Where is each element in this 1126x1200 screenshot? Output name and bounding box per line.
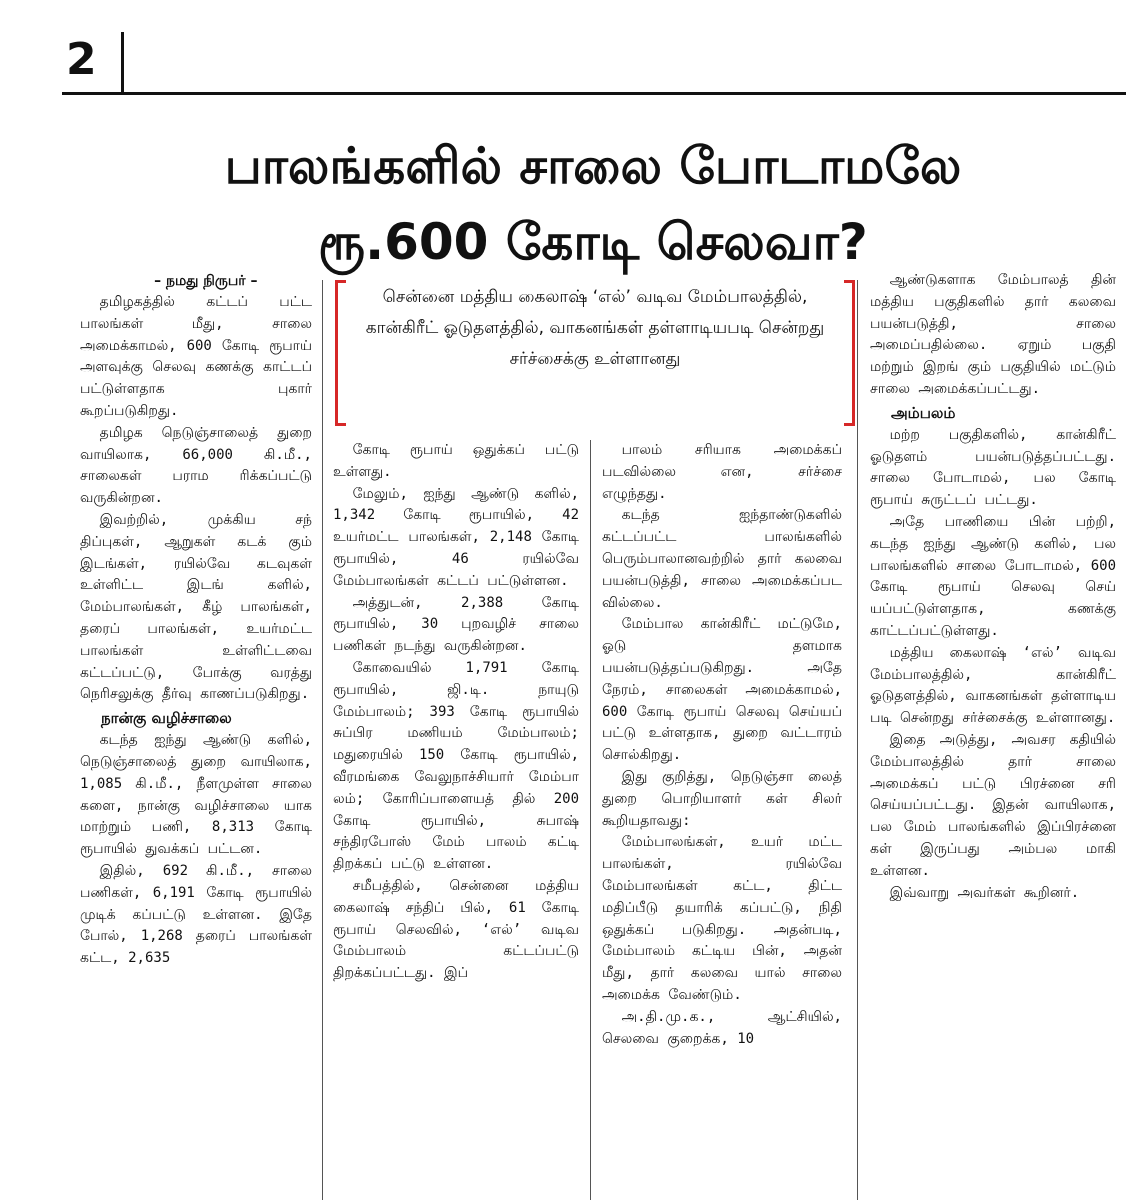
headline bbox=[60, 128, 1126, 280]
article-column-2 bbox=[333, 440, 579, 985]
paragraph: மேலும், ஐந்து ஆண்டு களில், 1,342 கோடி ரூபாயில், 42 உயர்மட்ட பாலங்கள், 2,148 கோடி ரூபாயில், 46 ரயில்வே மேம்பாலங்கள் கட்டப் பட்டுள்ளன. bbox=[333, 485, 579, 589]
column-divider bbox=[590, 440, 591, 1200]
paragraph: அத்துடன், 2,388 கோடி ரூபாயில், 30 புறவழிச் சாலை பணிகள் நடந்து வருகின்றன. bbox=[333, 594, 579, 655]
paragraph: அதே பாணியை பின் பற்றி, கடந்த ஐந்து ஆண்டு களில், பல பாலங்களில் சாலை போடாமல், 600 கோடி ரூபாய் செலவு செய் யப்பட்டுள்ளதாக, கணக்கு காட்டப்பட்டுள்ளது. bbox=[870, 513, 1116, 639]
pull-quote-right-bracket bbox=[844, 280, 855, 426]
paragraph: கடந்த ஐந்தாண்டுகளில் கட்டப்பட்ட பாலங்களில் பெரும்பாலானவற்றில் தார் கலவை பயன்படுத்தி, சாலை அமைக்கப்பட வில்லை. bbox=[602, 507, 842, 611]
headline-line-2: ரூ.600 கோடி செலவா? bbox=[318, 213, 868, 271]
header-rule bbox=[62, 92, 1126, 95]
paragraph: கோவையில் 1,791 கோடி ரூபாயில், ஜி.டி. நாயுடு மேம்பாலம்; 393 கோடி ரூபாயில் சுப்பிர மணியம் மேம்பாலம்; மதுரையில் 150 கோடி ரூபாயில், வீரமங்கை வேலுநாச்சியார் மேம்பா லம்; கோரிப்பாளையத் தில் 200 கோடி ரூபாயில், சுபாஷ் சந்திரபோஸ் மேம் பாலம் கட்டி திறக்கப் பட்டு உள்ளன. bbox=[333, 659, 579, 873]
paragraph: மேம்பாலங்கள், உயர் மட்ட பாலங்கள், ரயில்வே மேம்பாலங்கள் கட்ட, திட்ட மதிப்பீடு தயாரிக் கப்பட்டு, நிதி ஒதுக்கப் படுகிறது. அதன்படி, மேம்பாலம் கட்டிய பின், அதன் மீது, தார் கலவை யால் சாலை அமைக்க வேண்டும். bbox=[602, 834, 842, 1003]
pull-quote-text: சென்னை மத்திய கைலாஷ் ‘எல்’ வடிவ மேம்பாலத்தில், கான்கிரீட் ஓடுதளத்தில், வாகனங்கள் தள்ளாடியபடி சென்றது சர்ச்சைக்கு உள்ளானது bbox=[365, 287, 825, 369]
paragraph: அ.தி.மு.க., ஆட்சியில், செலவை குறைக்க, 10 bbox=[602, 1008, 842, 1047]
paragraph: மற்ற பகுதிகளில், கான்கிரீட் ஓடுதளம் பயன்படுத்தப்பட்டது. சாலை போடாமல், பல கோடி ரூபாய் சுருட்டப் பட்டது. bbox=[870, 426, 1116, 509]
column-divider bbox=[322, 280, 323, 1200]
paragraph: இவற்றில், முக்கிய சந் திப்புகள், ஆறுகள் கடக் கும் இடங்கள், ரயில்வே கடவுகள் உள்ளிட்ட இடங் களில், மேம்பாலங்கள், கீழ் பாலங்கள், தரைப் பாலங்கள், உயர்மட்ட பாலங்கள் உள்ளிட்டவை கட்டப்பட்டு, போக்கு வரத்து நெரிசலுக்கு தீர்வு காணப்படுகிறது. bbox=[80, 511, 312, 703]
paragraph: இவ்வாறு அவர்கள் கூறினர். bbox=[889, 884, 1080, 901]
subheading: நான்கு வழிச்சாலை bbox=[101, 709, 232, 728]
pull-quote bbox=[335, 268, 855, 428]
paragraph: மத்திய கைலாஷ் ‘எல்’ வடிவ மேம்பாலத்தில், கான்கிரீட் ஓடுதளத்தில், வாகனங்கள் தள்ளாடிய படி சென்றது சர்ச்சைக்கு உள்ளானது. bbox=[870, 644, 1116, 727]
article-column-4 bbox=[870, 270, 1116, 904]
article-column-3 bbox=[602, 440, 842, 1050]
pull-quote-left-bracket bbox=[335, 280, 346, 426]
byline: – நமது நிருபர் – bbox=[154, 273, 258, 289]
paragraph: தமிழக நெடுஞ்சாலைத் துறை வாயிலாக, 66,000 கி.மீ., சாலைகள் பராம ரிக்கப்பட்டு வருகின்றன. bbox=[80, 424, 312, 507]
headline-line-1: பாலங்களில் சாலை போடாமலே bbox=[224, 137, 962, 195]
header-divider bbox=[121, 32, 124, 92]
paragraph: கடந்த ஐந்து ஆண்டு களில், நெடுஞ்சாலைத் துறை வாயிலாக, 1,085 கி.மீ., நீளமுள்ள சாலை களை, நான்கு வழிச்சாலை யாக மாற்றும் பணி, 8,313 கோடி ரூபாயில் துவக்கப் பட்டன. bbox=[80, 732, 312, 858]
paragraph: இதில், 692 கி.மீ., சாலை பணிகள், 6,191 கோடி ரூபாயில் முடிக் கப்பட்டு உள்ளன. இதே போல், 1,268 தரைப் பாலங்கள் கட்ட, 2,635 bbox=[80, 862, 312, 967]
paragraph: ஆண்டுகளாக மேம்பாலத் தின் மத்திய பகுதிகளில் தார் கலவை பயன்படுத்தி, சாலை அமைப்பதில்லை. ஏறும் பகுதி மற்றும் இறங் கும் பகுதியில் மட்டும் சாலை அமைக்கப்பட்டது. bbox=[870, 272, 1116, 397]
page-number: 2 bbox=[66, 34, 97, 85]
paragraph: சமீபத்தில், சென்னை மத்திய கைலாஷ் சந்திப் பில், 61 கோடி ரூபாய் செலவில், ‘எல்’ வடிவ மேம்பாலம் கட்டப்பட்டு திறக்கப்பட்டது. இப் bbox=[333, 877, 579, 982]
column-divider bbox=[857, 280, 858, 1200]
paragraph: பாலம் சரியாக அமைக்கப் படவில்லை என, சர்ச்சை எழுந்தது. bbox=[602, 442, 842, 502]
paragraph: கோடி ரூபாய் ஒதுக்கப் பட்டு உள்ளது. bbox=[333, 442, 579, 480]
paragraph: மேம்பால கான்கிரீட் மட்டுமே, ஓடு தளமாக பயன்படுத்தப்படுகிறது. அதே நேரம், சாலைகள் அமைக்காமல், 600 கோடி ரூபாய் செலவு செய்யப் பட்டு உள்ளதாக, துறை வட்டாரம் சொல்கிறது. bbox=[602, 616, 842, 764]
article-column-1 bbox=[80, 270, 312, 970]
paragraph: தமிழகத்தில் கட்டப் பட்ட பாலங்கள் மீது, சாலை அமைக்காமல், 600 கோடி ரூபாய் அளவுக்கு செலவு கணக்கு காட்டப் பட்டுள்ளதாக புகார் கூறப்படுகிறது. bbox=[80, 294, 312, 419]
paragraph: இதை அடுத்து, அவசர கதியில் மேம்பாலத்தில் தார் சாலை அமைக்கப் பட்டு பிரச்னை சரி செய்யப்பட்டது. இதன் வாயிலாக, பல மேம் பாலங்களில் இப்பிரச்னை கள் இருப்பது அம்பல மாகி உள்ளன. bbox=[870, 731, 1116, 879]
paragraph: இது குறித்து, நெடுஞ்சா லைத் துறை பொறியாளர் கள் சிலர் கூறியதாவது: bbox=[602, 768, 842, 829]
subheading: அம்பலம் bbox=[891, 403, 956, 422]
